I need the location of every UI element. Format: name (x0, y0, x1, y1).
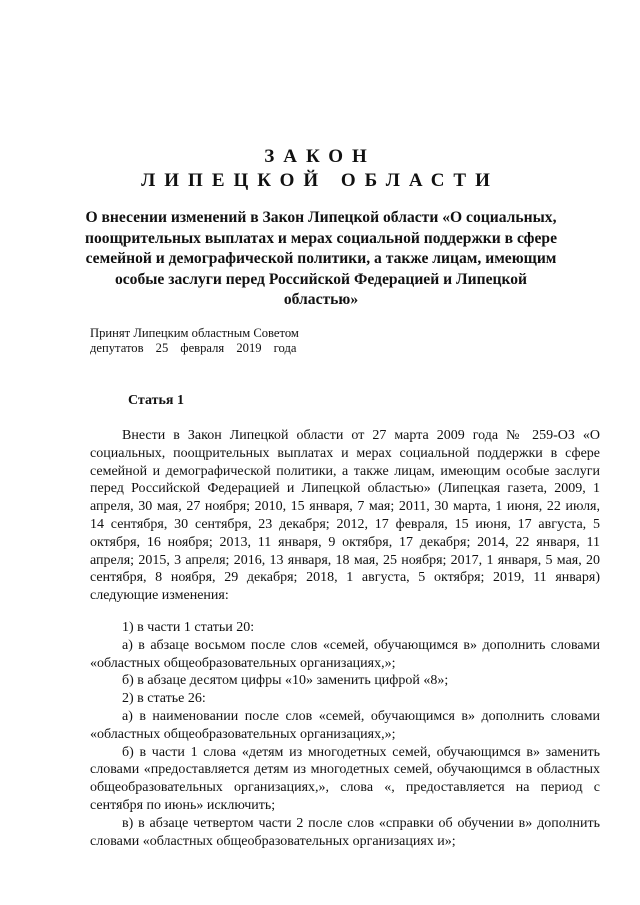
intro-paragraph: Внести в Закон Липецкой области от 27 марта 2009 года № 259-ОЗ «О социальных, поощрительных выплатах и мерах социальной поддержки в сфере семейной и демографической политики, а также лицам, имеющим особые заслуги перед Российской Федерацией и Липецкой областью» (Липецкая газета, 2009, 1 апреля, 30 мая, 27 ноября; 2010, 15 января, 7 мая; 2011, 30 марта, 1 июня, 22 июля, 14 сентября, 30 сентября, 23 декабря; 2012, 17 февраля, 15 июня, 17 августа, 5 октября, 16 ноября; 2013, 11 января, 9 октября, 17 декабря; 2014, 22 января, 11 апреля; 2015, 3 апреля; 2016, 13 января, 18 мая, 25 ноября; 2017, 1 января, 5 мая, 20 сентября, 8 ноября, 29 декабря; 2018, 1 августа, 5 октября; 2019, 11 января) следующие изменения: (90, 428, 600, 604)
article-intro (90, 427, 600, 605)
change-item: в) в абзаце четвертом части 2 после слов «справки об обучении в» дополнить словами «областных общеобразовательных организациях и»; (90, 815, 600, 849)
article-heading: Статья 1 (128, 393, 184, 408)
adoption-note (90, 326, 299, 356)
law-region-heading: ЛИПЕЦКОЙ ОБЛАСТИ (141, 170, 499, 191)
law-heading: ЗАКОН (264, 146, 376, 167)
change-item: 2) в статье 26: (122, 691, 206, 707)
adoption-line-1: Принят Липецким областным Советом (90, 326, 299, 340)
change-item: б) в части 1 слова «детям из многодетных семей, обучающимся в» заменить словами «предоставляется детям из многодетных семей, обучающимся в областных общеобразовательных организациях,», слова «, предоставляется на период с сентября по июнь» исключить; (90, 744, 600, 813)
change-item: 1) в части 1 статьи 20: (122, 620, 255, 635)
changes-list (90, 619, 600, 850)
adoption-line-2: депутатов 25 февраля 2019 года (90, 341, 297, 355)
change-item: б) в абзаце десятом цифры «10» заменить цифрой «8»; (122, 673, 449, 689)
law-title: О внесении изменений в Закон Липецкой области «О социальных, поощрительных выплатах и мерах социальной поддержки в сфере семейной и демографической политики, а также лицам, имеющим особые заслуги перед Российской Федерацией и Липецкой областью» (85, 209, 557, 308)
change-item: а) в наименовании после слов «семей, обучающимся в» дополнить словами «областных общеобразовательных организациях,»; (90, 708, 600, 742)
change-item: а) в абзаце восьмом после слов «семей, обучающимся в» дополнить словами «областных общеобразовательных организациях,»; (90, 637, 600, 671)
